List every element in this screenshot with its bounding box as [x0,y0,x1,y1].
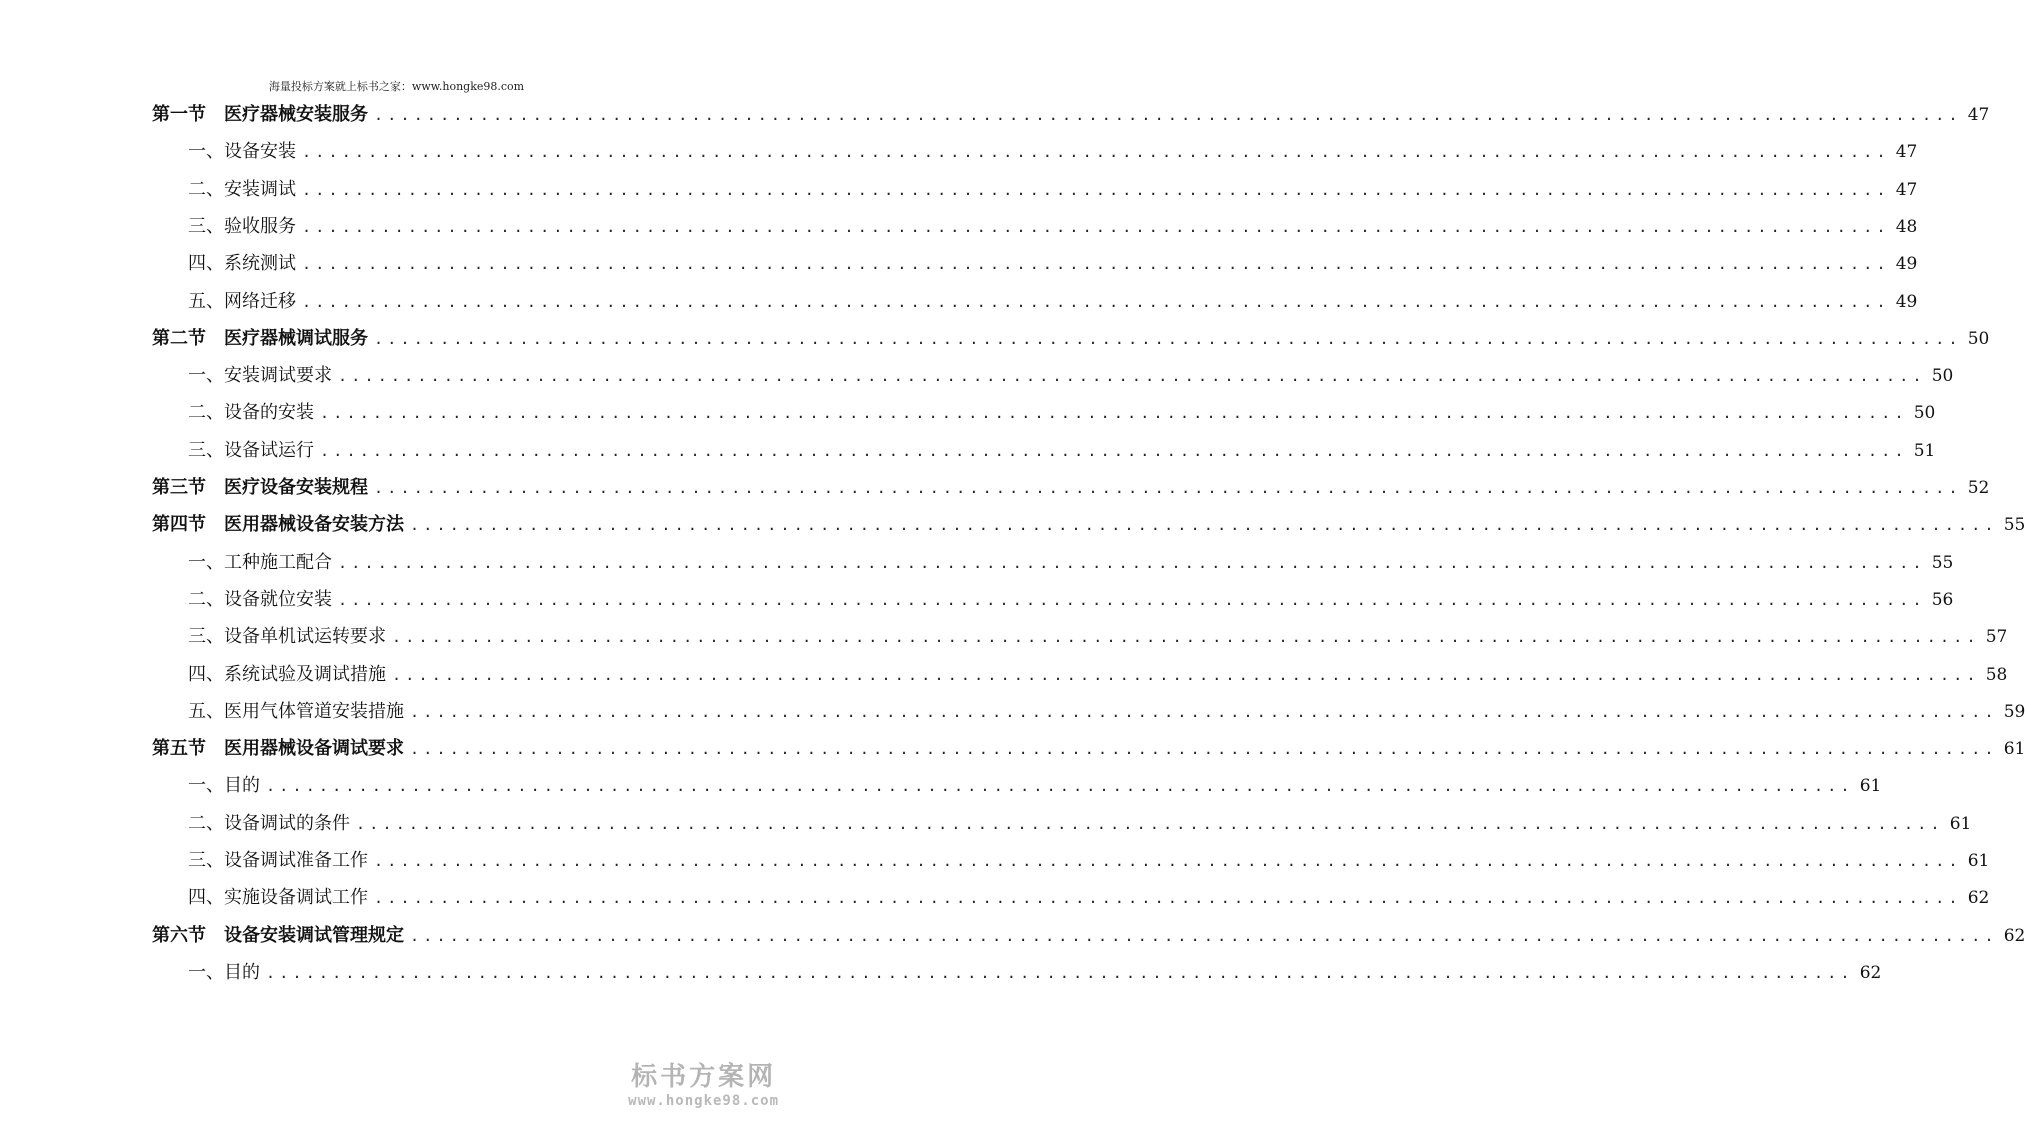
toc-dot-leader: ........................................................................................................................ [338,590,1926,609]
toc-item-label: 三、验收服务 [188,215,296,237]
toc-item-entry [188,622,2008,652]
toc-page-number: 49 [1895,254,1918,275]
page-header: 海量投标方案就上标书之家：www.hongke98.com [268,80,525,93]
toc-item-entry [188,548,1954,578]
toc-page-number: 56 [1931,589,1954,610]
toc-section-entry [152,921,2025,951]
toc-dot-leader: ........................................................................................................................ [338,367,1926,386]
toc-item-label: 三、设备调试准备工作 [188,850,368,871]
toc-page-number: 55 [2003,515,2025,536]
toc-item-entry [188,809,1972,839]
toc-dot-leader: ........................................................................................................................ [320,404,1908,423]
toc-item-entry [188,883,1990,913]
toc-item-label: 二、设备调试的条件 [188,812,350,834]
toc-section-entry [152,473,1990,503]
watermark-url: www.hongke98.com [628,1093,779,1109]
toc-item-label: 四、实施设备调试工作 [188,887,368,909]
toc-dot-leader: ........................................................................................................................ [302,217,1890,236]
toc-item-entry [188,175,1918,205]
toc-item-entry [188,771,1882,801]
toc-item-entry [188,436,1936,466]
toc-dot-leader: ........................................................................................................................ [374,479,1962,497]
watermark-title: 标书方案网 [631,1062,777,1092]
toc-dot-leader: ........................................................................................................................ [266,963,1854,982]
toc-dot-leader: ........................................................................................................................ [302,292,1890,311]
toc-item-entry [188,361,1954,391]
toc-dot-leader: ........................................................................................................................ [410,516,1998,535]
toc-item-label: 一、设备安装 [188,141,296,163]
toc-page-number: 47 [1895,142,1918,163]
toc-page-number: 58 [1985,664,2008,685]
toc-page-number: 50 [1931,366,1954,387]
toc-dot-leader: ........................................................................................................................ [356,814,1944,833]
toc-item-label: 二、安装调试 [188,178,296,200]
toc-dot-leader: ........................................................................................................................ [410,926,1998,945]
toc-item-entry [188,585,1954,615]
toc-page-number: 49 [1895,291,1918,312]
toc-item-entry [188,212,1918,242]
toc-section-entry [152,510,2025,540]
toc-item-label: 一、目的 [188,775,260,797]
toc-section-label: 第二节 医疗器械调试服务 [152,327,368,349]
toc-item-entry [188,697,2025,727]
toc-item-label: 二、设备就位安装 [188,588,332,610]
toc-page-number: 62 [1967,888,1990,909]
watermark-logo [628,1062,779,1110]
toc-page-number: 61 [1949,813,1972,834]
toc-page-number: 61 [1859,776,1882,797]
toc-item-entry [188,846,1990,876]
toc-section-label: 第三节 医疗设备安装规程 [152,477,368,498]
toc-dot-leader: ........................................................................................................................ [266,777,1854,796]
toc-page-number: 57 [1985,627,2008,648]
toc-dot-leader: ........................................................................................................................ [374,329,1962,348]
toc-dot-leader: ........................................................................................................................ [392,665,1980,684]
toc-dot-leader: ........................................................................................................................ [374,889,1962,908]
toc-dot-leader: ........................................................................................................................ [302,180,1890,199]
toc-item-label: 三、设备试运行 [188,439,314,461]
toc-dot-leader: ........................................................................................................................ [392,628,1980,647]
toc-page-number: 62 [2003,925,2025,946]
toc-page-number: 59 [2003,701,2025,722]
toc-item-entry [188,287,1918,317]
toc-page-number: 47 [1967,105,1990,125]
toc-item-entry [188,137,1918,167]
toc-page-number: 61 [1967,851,1990,871]
toc-dot-leader: ........................................................................................................................ [338,553,1926,572]
toc-page-number: 55 [1931,552,1954,573]
toc-section-label: 第四节 医用器械设备安装方法 [152,514,404,536]
toc-dot-leader: ........................................................................................................................ [302,143,1890,162]
toc-page-number: 50 [1967,328,1990,349]
toc-item-label: 三、设备单机试运转要求 [188,626,386,648]
toc-dot-leader: ........................................................................................................................ [320,441,1908,460]
toc-page-number: 51 [1913,440,1936,461]
toc-section-label: 第一节 医疗器械安装服务 [152,104,368,125]
toc-item-label: 五、网络迁移 [188,290,296,312]
toc-section-entry [152,100,1990,130]
toc-section-label: 第五节 医用器械设备调试要求 [152,738,404,760]
toc-page-number: 48 [1895,216,1918,237]
toc-item-entry [188,958,1882,988]
toc-item-entry [188,249,1918,279]
toc-page-number: 52 [1967,478,1990,498]
toc-section-entry [152,324,1990,354]
toc-section-entry [152,734,2025,764]
toc-section-label: 第六节 设备安装调试管理规定 [152,924,404,946]
toc-page-number: 62 [1859,962,1882,983]
toc-dot-leader: ........................................................................................................................ [410,740,1998,759]
toc-dot-leader: ........................................................................................................................ [374,106,1962,124]
toc-page-number: 50 [1913,403,1936,424]
toc-dot-leader: ........................................................................................................................ [374,852,1962,870]
toc-item-label: 五、医用气体管道安装措施 [188,700,404,722]
toc-item-entry [188,660,2008,690]
toc-dot-leader: ........................................................................................................................ [302,255,1890,274]
toc-item-label: 二、设备的安装 [188,402,314,424]
toc-item-label: 四、系统试验及调试措施 [188,663,386,685]
toc-item-label: 一、目的 [188,961,260,983]
toc-page-number: 61 [2003,739,2025,760]
toc-item-label: 四、系统测试 [188,253,296,275]
toc-page-number: 47 [1895,179,1918,200]
toc-item-label: 一、安装调试要求 [188,365,332,387]
toc-item-label: 一、工种施工配合 [188,551,332,573]
toc-dot-leader: ........................................................................................................................ [410,702,1998,721]
toc-item-entry [188,398,1936,428]
